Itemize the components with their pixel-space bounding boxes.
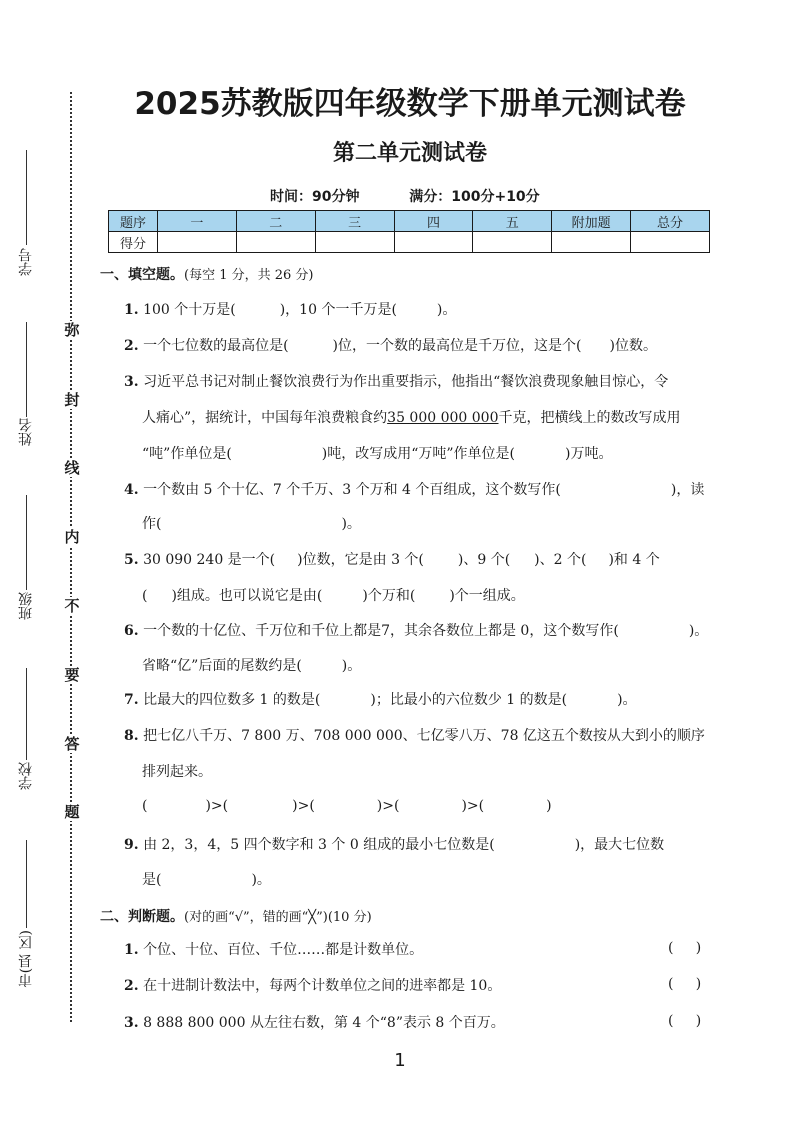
question-text: 排列起来。 xyxy=(142,764,212,780)
question-3-line-3 xyxy=(142,444,613,464)
question-text: )、2 个( xyxy=(534,552,587,568)
score-cell[interactable] xyxy=(315,232,394,253)
seal-char: 弥 xyxy=(64,321,80,339)
question-text: 30 090 240 是一个( xyxy=(143,552,276,568)
question-text: 个位、十位、百位、千位……都是计数单位。 xyxy=(143,942,424,958)
question-2 xyxy=(124,336,657,356)
question-text: )组成。也可以说它是由( xyxy=(171,588,323,604)
question-text: 一个数由 5 个十亿、7 个千万、3 个万和 4 个百组成，这个数写作( xyxy=(143,482,561,498)
judge-answer-box[interactable]: ( ) xyxy=(668,940,702,956)
question-text: 习近平总书记对制止餐饮浪费行为作出重要指示，他指出“餐饮浪费现象触目惊心，令 xyxy=(143,374,669,390)
underlined-number: 35 000 000 000 xyxy=(387,410,499,426)
section-heading xyxy=(100,264,314,284)
school-label: 学校 xyxy=(18,762,34,790)
score-table-row-label: 得分 xyxy=(109,232,158,253)
question-number: 2. xyxy=(124,978,139,994)
question-text: 100 个十万是( xyxy=(143,302,236,318)
question-number: 8. xyxy=(124,728,139,744)
question-3-line-2 xyxy=(142,408,681,428)
question-number: 3. xyxy=(124,1015,139,1031)
question-text: )。 xyxy=(341,516,361,532)
section-note: (每空 1 分，共 26 分) xyxy=(184,268,314,283)
question-text: 一个七位数的最高位是( xyxy=(143,338,289,354)
question-text: )、9 个( xyxy=(457,552,511,568)
question-number: 4. xyxy=(124,482,139,498)
question-text: 比最大的四位数多 1 的数是( xyxy=(143,692,321,708)
question-text: 省略“亿”后面的尾数约是( xyxy=(142,658,302,674)
question-text: 在十进制计数法中，每两个计数单位之间的进率都是 10。 xyxy=(143,978,502,994)
score-table-col: 总分 xyxy=(631,211,710,232)
question-text: )位数，它是由 3 个( xyxy=(297,552,424,568)
question-text: )。 xyxy=(436,302,457,318)
order-paren: )>( xyxy=(292,798,315,814)
seal-dotted-line xyxy=(70,92,72,1022)
full-score: 满分：100分+10分 xyxy=(409,189,540,205)
score-table-row-label: 题序 xyxy=(109,211,158,232)
question-text: )。 xyxy=(251,872,271,888)
question-5 xyxy=(124,550,660,570)
seal-char: 封 xyxy=(64,391,80,409)
score-cell[interactable] xyxy=(158,232,237,253)
question-9-line-2 xyxy=(142,870,271,890)
score-table-col: 三 xyxy=(315,211,394,232)
question-6 xyxy=(124,621,708,641)
question-text: )，10 个一千万是( xyxy=(279,302,397,318)
score-cell[interactable] xyxy=(236,232,315,253)
question-1 xyxy=(124,300,456,320)
question-text: 由 2，3，4，5 四个数字和 3 个 0 组成的最小七位数是( xyxy=(143,837,495,853)
question-9 xyxy=(124,835,664,855)
question-8 xyxy=(124,726,705,746)
question-7 xyxy=(124,690,637,710)
question-text: 把七亿八千万、7 800 万、708 000 000、七亿零八万、78 亿这五个数按从大到小的顺序 xyxy=(143,728,705,744)
question-text: 人痛心”，据统计，中国每年浪费粮食约 xyxy=(142,410,388,426)
question-4 xyxy=(124,480,704,500)
seal-char: 线 xyxy=(64,459,80,477)
seal-char: 不 xyxy=(64,597,80,615)
section-note: (对的画“√”，错的画“╳”)(10 分) xyxy=(184,910,372,925)
score-table-col: 二 xyxy=(236,211,315,232)
question-number: 7. xyxy=(124,692,139,708)
question-text: )和 4 个 xyxy=(608,552,660,568)
question-text: )，读 xyxy=(670,482,705,498)
judge-answer-box[interactable]: ( ) xyxy=(668,1013,702,1029)
question-4-line-2 xyxy=(142,514,361,534)
score-cell[interactable] xyxy=(552,232,631,253)
question-text: )。 xyxy=(688,623,709,639)
score-cell[interactable] xyxy=(473,232,552,253)
section-title: 二、判断题。 xyxy=(100,909,184,925)
order-paren: )>( xyxy=(376,798,400,814)
order-paren: )>( xyxy=(205,798,229,814)
name-label: 姓名 xyxy=(18,418,34,446)
question-text: )位数。 xyxy=(609,338,657,354)
exam-info xyxy=(270,186,540,206)
question-3 xyxy=(124,372,668,392)
name-line xyxy=(26,322,27,417)
student-id-label: 学号 xyxy=(18,248,34,276)
school-line xyxy=(26,668,27,760)
exam-title: 2025苏教版四年级数学下册单元测试卷 xyxy=(134,86,686,122)
question-text: )；比最小的六位数少 1 的数是( xyxy=(370,692,568,708)
question-text: “吨”作单位是( xyxy=(142,446,232,462)
question-8-line-2 xyxy=(142,762,212,782)
score-table-col: 五 xyxy=(473,211,552,232)
question-text: )。 xyxy=(617,692,637,708)
seal-char: 题 xyxy=(64,803,80,821)
time-limit: 时间：90分钟 xyxy=(270,189,360,205)
city-label: 市(县 区) xyxy=(18,930,34,988)
score-cell[interactable] xyxy=(394,232,473,253)
question-number: 5. xyxy=(124,552,139,568)
question-text: )，最大七位数 xyxy=(574,837,665,853)
seal-char: 内 xyxy=(64,528,80,546)
judge-item-1 xyxy=(124,940,423,960)
question-8-order-row xyxy=(142,796,552,816)
score-table xyxy=(108,210,710,253)
page-number: 1 xyxy=(394,1050,406,1071)
question-number: 1. xyxy=(124,302,139,318)
score-table-col: 一 xyxy=(158,211,237,232)
city-line xyxy=(26,840,27,928)
seal-char: 要 xyxy=(64,666,80,684)
question-5-line-2 xyxy=(142,586,525,606)
judge-answer-box[interactable]: ( ) xyxy=(668,976,702,992)
order-paren: ) xyxy=(546,798,552,814)
question-number: 6. xyxy=(124,623,139,639)
section-title: 一、填空题。 xyxy=(100,267,184,283)
seal-char: 答 xyxy=(64,735,80,753)
question-text: )个一组成。 xyxy=(449,588,525,604)
order-paren: ( xyxy=(142,798,148,814)
question-text: )吨，改写成用“万吨”作单位是( xyxy=(321,446,516,462)
question-text: )万吨。 xyxy=(565,446,613,462)
student-id-line xyxy=(26,150,27,245)
judge-item-2 xyxy=(124,976,501,996)
question-text: 8 888 800 000 从左往右数，第 4 个“8”表示 8 个百万。 xyxy=(143,1015,505,1031)
question-number: 9. xyxy=(124,837,139,853)
question-number: 3. xyxy=(124,374,139,390)
judge-item-3 xyxy=(124,1013,505,1033)
score-cell[interactable] xyxy=(631,232,710,253)
question-text: ( xyxy=(142,588,148,604)
question-text: )位，一个数的最高位是千万位，这是个( xyxy=(332,338,582,354)
question-text: 作( xyxy=(142,516,162,532)
class-label: 班级 xyxy=(18,592,34,620)
score-table-col: 附加题 xyxy=(552,211,631,232)
section-heading xyxy=(100,906,372,926)
score-table-col: 四 xyxy=(394,211,473,232)
question-text: 千克，把横线上的数改写成用 xyxy=(498,410,681,426)
question-6-line-2 xyxy=(142,656,361,676)
exam-subtitle: 第二单元测试卷 xyxy=(332,141,487,166)
question-text: )个万和( xyxy=(362,588,416,604)
question-text: )。 xyxy=(341,658,362,674)
class-line xyxy=(26,495,27,590)
question-number: 1. xyxy=(124,942,139,958)
question-text: 是( xyxy=(142,872,162,888)
question-text: 一个数的十亿位、千万位和千位上都是7，其余各数位上都是 0，这个数写作( xyxy=(143,623,619,639)
question-number: 2. xyxy=(124,338,139,354)
order-paren: )>( xyxy=(461,798,485,814)
